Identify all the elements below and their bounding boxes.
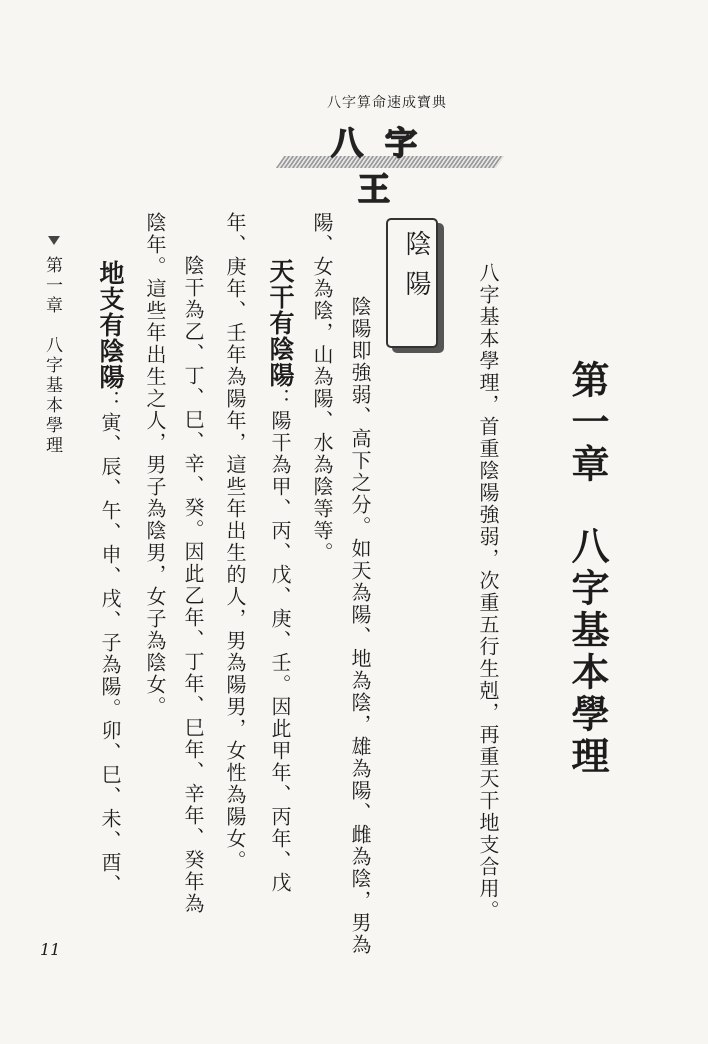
earthly-branches-text: ：寅、辰、午、申、戌、子為陽。卯、巳、未、酉、 [98, 390, 122, 896]
chapter-title: 八字基本學理 [565, 526, 610, 778]
earthly-branches-line-1 [98, 260, 123, 896]
book-title-banner [280, 116, 495, 208]
heavenly-stems-line-1 [268, 258, 293, 894]
heavenly-stems-line-2: 年、庚年、壬年為陽年，這些年出生的人，男為陽男，女性為陽女。 [223, 212, 247, 872]
running-head: 第一章 八字基本學理 [42, 256, 62, 456]
running-head-marker-icon [48, 236, 60, 245]
book-header [270, 92, 500, 208]
earthly-branches-heading: 地支有陰陽 [96, 260, 125, 390]
heavenly-stems-line-3: 陰干為乙、丁、巳、辛、癸。因此乙年、丁年、巳年、辛年、癸年為 [181, 255, 205, 915]
section-heading: 陰陽 [401, 230, 431, 310]
chapter-number: 第一章 [565, 360, 610, 486]
intro-paragraph: 八字基本學理，首重陰陽強弱，次重五行生剋，再重天干地支合用。 [476, 262, 500, 922]
section-line-1: 陰陽即強弱、高下之分。如天為陽、地為陰，雄為陽、雌為陰，男為 [348, 296, 372, 956]
chapter-heading [560, 360, 615, 778]
heavenly-stems-heading: 天干有陰陽 [266, 258, 295, 388]
heavenly-stems-text: ：陽干為甲、丙、戊、庚、壬。因此甲年、丙年、戊 [268, 388, 292, 894]
page-number: 11 [40, 940, 61, 959]
section-heading-box [386, 218, 438, 348]
book-subtitle: 八字算命速成寶典 [327, 95, 447, 111]
heavenly-stems-line-4: 陰年。這些年出生之人，男子為陰男，女子為陰女。 [143, 212, 167, 718]
section-line-2: 陽、女為陰，山為陽、水為陰等等。 [310, 212, 334, 564]
book-title: 八字王 [330, 124, 439, 208]
